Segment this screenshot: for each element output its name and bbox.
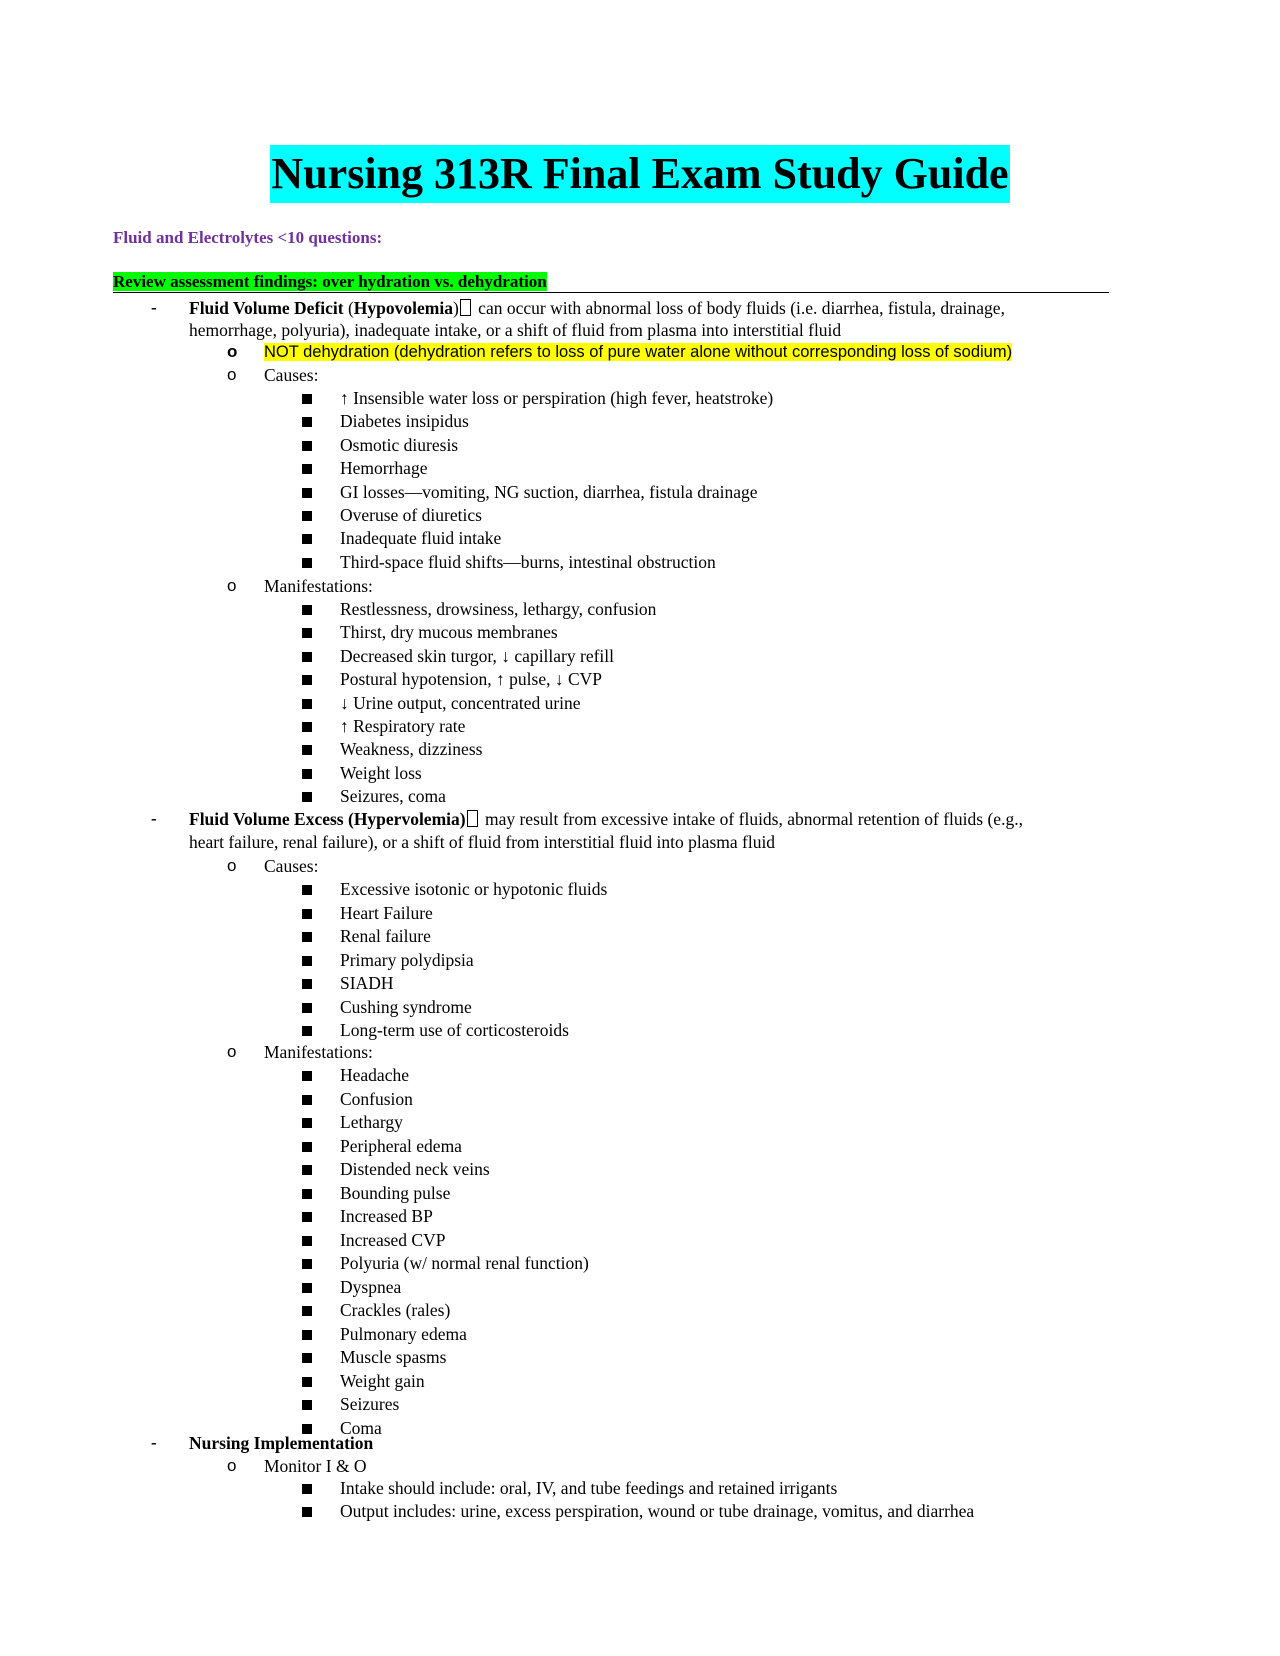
list-item: Postural hypotension, ↑ pulse, ↓ CVP xyxy=(340,669,603,690)
square-bullet-icon xyxy=(302,534,312,544)
list-item: Thirst, dry mucous membranes xyxy=(340,622,558,643)
list-item: Bounding pulse xyxy=(340,1182,451,1203)
square-bullet-icon xyxy=(302,1400,312,1410)
implementation-monitor-label: Monitor I & O xyxy=(264,1456,367,1476)
square-bullet-icon xyxy=(302,558,312,568)
list-item: Restlessness, drowsiness, lethargy, confusion xyxy=(340,599,657,619)
list-item: Polyuria (w/ normal renal function) xyxy=(340,1253,589,1273)
o-bullet: o xyxy=(227,1456,237,1475)
square-bullet-icon xyxy=(302,605,312,615)
list-item: Inadequate fluid intake xyxy=(340,528,502,549)
square-bullet-icon xyxy=(302,932,312,942)
excess-causes-label: Causes: xyxy=(264,856,319,876)
square-bullet-icon xyxy=(302,417,312,427)
list-dash: - xyxy=(151,298,157,317)
square-bullet-icon xyxy=(302,628,312,638)
implementation-term: Nursing Implementation xyxy=(189,1433,374,1453)
o-bullet: o xyxy=(227,1042,237,1061)
square-bullet-icon xyxy=(302,1095,312,1105)
missing-glyph-icon xyxy=(460,299,471,316)
list-item: Decreased skin turgor, ↓ capillary refill xyxy=(340,645,615,666)
list-item: Osmotic diuresis xyxy=(340,434,459,455)
square-bullet-icon xyxy=(302,1026,312,1036)
square-bullet-icon xyxy=(302,909,312,919)
list-item: Heart Failure xyxy=(340,902,433,923)
list-item: GI losses—vomiting, NG suction, diarrhea, fistula drainage xyxy=(340,481,758,502)
deficit-causes-label: Causes: xyxy=(264,365,319,385)
excess-term: Fluid Volume Excess (Hypervolemia) xyxy=(189,809,466,829)
square-bullet-icon xyxy=(302,1118,312,1128)
excess-desc-1: may result from excessive intake of fluids, abnormal retention of fluids (e.g., xyxy=(480,809,1023,829)
deficit-manifestations-label: Manifestations: xyxy=(264,576,373,596)
list-item: ↓ Urine output, concentrated urine xyxy=(340,692,581,713)
deficit-desc-2: hemorrhage, polyuria), inadequate intake, or a shift of fluid from plasma into interstitial fluid xyxy=(189,320,842,340)
list-item: Overuse of diuretics xyxy=(340,505,482,525)
square-bullet-icon xyxy=(302,441,312,451)
square-bullet-icon xyxy=(302,1353,312,1363)
square-bullet-icon xyxy=(302,1189,312,1199)
o-bullet: o xyxy=(227,342,238,361)
square-bullet-icon xyxy=(302,511,312,521)
square-bullet-icon xyxy=(302,1165,312,1175)
list-dash: - xyxy=(151,1433,157,1452)
list-item: Output includes: urine, excess perspiration, wound or tube drainage, vomitus, and diarrhea xyxy=(340,1501,975,1522)
list-item: Muscle spasms xyxy=(340,1347,447,1367)
list-item: Primary polydipsia xyxy=(340,949,474,970)
o-bullet: o xyxy=(227,576,237,595)
square-bullet-icon xyxy=(302,769,312,779)
square-bullet-icon xyxy=(302,1507,312,1517)
list-item: Diabetes insipidus xyxy=(340,411,469,432)
list-item: Headache xyxy=(340,1065,409,1085)
square-bullet-icon xyxy=(302,1142,312,1152)
list-item: ↑ Insensible water loss or perspiration (high fever, heatstroke) xyxy=(340,388,774,408)
square-bullet-icon xyxy=(302,1259,312,1269)
excess-manifestations-label: Manifestations: xyxy=(264,1042,373,1062)
list-item: ↑ Respiratory rate xyxy=(340,716,466,736)
list-item: Pulmonary edema xyxy=(340,1323,467,1344)
square-bullet-icon xyxy=(302,1212,312,1222)
list-item: Weight gain xyxy=(340,1370,425,1391)
list-item: Coma xyxy=(340,1417,382,1438)
square-bullet-icon xyxy=(302,979,312,989)
o-bullet: o xyxy=(227,856,237,875)
list-item: Distended neck veins xyxy=(340,1159,490,1179)
square-bullet-icon xyxy=(302,722,312,732)
title-wrap xyxy=(0,145,1280,203)
list-item: Confusion xyxy=(340,1088,413,1109)
list-item: Peripheral edema xyxy=(340,1135,462,1156)
list-item: Intake should include: oral, IV, and tube feedings and retained irrigants xyxy=(340,1478,838,1498)
square-bullet-icon xyxy=(302,1003,312,1013)
excess-desc-2: heart failure, renal failure), or a shift of fluid from interstitial fluid into plasma fluid xyxy=(189,832,776,852)
review-heading-text: Review assessment findings: over hydration vs. dehydration xyxy=(113,272,547,291)
list-item: Long-term use of corticosteroids xyxy=(340,1020,569,1040)
square-bullet-icon xyxy=(302,1236,312,1246)
square-bullet-icon xyxy=(302,1071,312,1081)
square-bullet-icon xyxy=(302,792,312,802)
list-item: Seizures, coma xyxy=(340,786,446,807)
deficit-line-1 xyxy=(189,297,1005,319)
list-item: Renal failure xyxy=(340,926,431,946)
deficit-open-paren: ( xyxy=(343,298,354,318)
list-dash: - xyxy=(151,809,157,828)
page-title: Nursing 313R Final Exam Study Guide xyxy=(270,145,1009,203)
list-item: Weight loss xyxy=(340,762,422,783)
list-item: SIADH xyxy=(340,973,394,993)
square-bullet-icon xyxy=(302,1330,312,1340)
deficit-note-text: NOT dehydration (dehydration refers to loss of pure water alone without corresponding loss of sodium) xyxy=(264,343,1013,361)
square-bullet-icon xyxy=(302,675,312,685)
deficit-desc-1: can occur with abnormal loss of body fluids (i.e. diarrhea, fistula, drainage, xyxy=(473,298,1005,318)
square-bullet-icon xyxy=(302,1377,312,1387)
missing-glyph-icon xyxy=(467,810,478,827)
square-bullet-icon xyxy=(302,1306,312,1316)
square-bullet-icon xyxy=(302,1283,312,1293)
list-item: Lethargy xyxy=(340,1112,403,1132)
review-heading xyxy=(113,271,1109,293)
list-item: Dyspnea xyxy=(340,1276,402,1297)
list-item: Third-space fluid shifts—burns, intestinal obstruction xyxy=(340,551,716,572)
square-bullet-icon xyxy=(302,652,312,662)
deficit-term: Fluid Volume Deficit xyxy=(189,298,344,318)
list-item: Weakness, dizziness xyxy=(340,739,483,760)
list-item: Cushing syndrome xyxy=(340,996,472,1017)
deficit-term-paren: Hypovolemia xyxy=(353,298,453,318)
square-bullet-icon xyxy=(302,488,312,498)
square-bullet-icon xyxy=(302,464,312,474)
list-item: Excessive isotonic or hypotonic fluids xyxy=(340,879,608,899)
square-bullet-icon xyxy=(302,956,312,966)
section-heading: Fluid and Electrolytes <10 questions: xyxy=(113,228,383,247)
deficit-note xyxy=(264,341,1012,363)
excess-line-1 xyxy=(189,808,1023,830)
square-bullet-icon xyxy=(302,885,312,895)
list-item: Increased BP xyxy=(340,1206,433,1226)
square-bullet-icon xyxy=(302,1484,312,1494)
o-bullet: o xyxy=(227,365,237,384)
list-item: Seizures xyxy=(340,1394,400,1414)
list-item: Crackles (rales) xyxy=(340,1300,451,1320)
square-bullet-icon xyxy=(302,699,312,709)
square-bullet-icon xyxy=(302,745,312,755)
list-item: Hemorrhage xyxy=(340,458,428,479)
deficit-close-paren: ) xyxy=(452,298,459,318)
list-item: Increased CVP xyxy=(340,1229,446,1250)
square-bullet-icon xyxy=(302,394,312,404)
